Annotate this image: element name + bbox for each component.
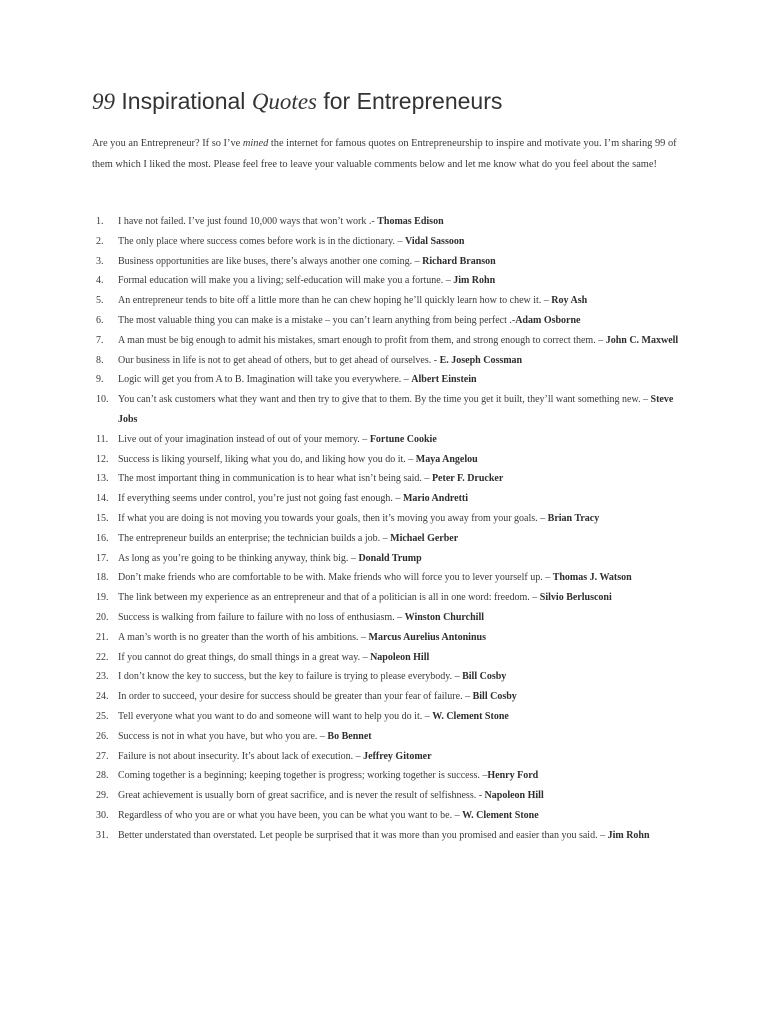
quote-text: Success is not in what you have, but who you are. – (118, 730, 328, 742)
list-number: 16. (96, 532, 109, 544)
quote-author: Mario Andretti (402, 493, 469, 505)
list-item (92, 747, 682, 767)
quote-author: Winston Churchill (404, 611, 485, 623)
list-item (92, 667, 682, 687)
list-item (92, 271, 682, 291)
list-number: 6. (96, 314, 104, 326)
quote-text: Coming together is a beginning; keeping together is progress; working together is success. – (118, 770, 488, 782)
list-number: 11. (96, 433, 109, 445)
list-item (92, 608, 682, 628)
quote-text: As long as you’re going to be thinking anyway, think big. – (118, 552, 359, 564)
quote-text: If what you are doing is not moving you towards your goals, then it’s moving you away from your goals. – (118, 512, 548, 524)
quote-author: Bill Cosby (472, 691, 517, 703)
list-item (92, 489, 682, 509)
quote-text: Our business in life is not to get ahead of others, but to get ahead of ourselves. - (118, 354, 440, 366)
quote-author: Jim Rohn (607, 829, 650, 841)
quote-author: Brian Tracy (547, 512, 600, 524)
list-number: 5. (96, 295, 104, 307)
quote-text: The most important thing in communication is to hear what isn’t being said. – (118, 473, 432, 485)
list-number: 20. (96, 611, 109, 623)
list-item (92, 232, 682, 252)
quote-text: In order to succeed, your desire for success should be greater than your fear of failure. – (118, 691, 473, 703)
list-number: 13. (96, 473, 109, 485)
quote-author: Peter F. Drucker (431, 473, 504, 485)
list-item (92, 529, 682, 549)
list-number: 19. (96, 592, 109, 604)
list-number: 18. (96, 572, 109, 584)
list-number: 2. (96, 235, 104, 247)
list-item (92, 549, 682, 569)
quote-author: Richard Branson (422, 255, 496, 267)
list-item (92, 311, 682, 331)
quote-author: Marcus Aurelius Antoninus (368, 631, 486, 643)
list-item (92, 390, 682, 430)
quote-text: An entrepreneur tends to bite off a little more than he can chew hoping he’ll quickly learn how to chew it. – (118, 295, 552, 307)
list-item (92, 351, 682, 371)
list-number: 10. (96, 394, 109, 406)
list-number: 21. (96, 631, 109, 643)
list-item (92, 648, 682, 668)
quote-text: If everything seems under control, you’re just not going fast enough. – (118, 493, 403, 505)
quote-author: Henry Ford (487, 770, 539, 782)
quote-text: The link between my experience as an entrepreneur and that of a politician is all in one word: freedom. – (118, 592, 540, 604)
title-text-1: Inspirational (115, 88, 252, 114)
list-item (92, 291, 682, 311)
list-number: 15. (96, 512, 109, 524)
list-item (92, 370, 682, 390)
list-number: 14. (96, 493, 109, 505)
quote-text: The entrepreneur builds an enterprise; the technician builds a job. – (118, 532, 391, 544)
list-item (92, 786, 682, 806)
quote-text: Better understated than overstated. Let people be surprised that it was more than you promised and easier than you said. – (118, 829, 608, 841)
list-number: 3. (96, 255, 104, 267)
quote-text: Success is liking yourself, liking what you do, and liking how you do it. – (118, 453, 416, 465)
quote-author: W. Clement Stone (462, 809, 539, 821)
list-item (92, 727, 682, 747)
list-number: 8. (96, 354, 104, 366)
quote-author: Jeffrey Gitomer (363, 750, 432, 762)
list-number: 30. (96, 809, 109, 821)
quote-author: John C. Maxwell (605, 334, 679, 346)
quote-list (92, 212, 682, 846)
quote-text: Business opportunities are like buses, there’s always another one coming. – (118, 255, 423, 267)
list-number: 4. (96, 275, 104, 287)
list-number: 1. (96, 216, 104, 227)
list-number: 25. (96, 710, 109, 722)
list-number: 29. (96, 790, 109, 802)
quote-text: Regardless of who you are or what you have been, you can be what you want to be. – (118, 809, 463, 821)
list-item (92, 687, 682, 707)
intro-text-after: the internet for famous quotes on Entrepreneurship to inspire and motivate you. I’m sharing 99 of them which I liked the most. Please feel free to leave your valuable comments below and let me know what do you feel about the same! (92, 138, 677, 170)
quote-text: Formal education will make you a living; self-education will make you a fortune. – (118, 275, 454, 287)
quote-author: Vidal Sassoon (405, 235, 465, 247)
quote-author: Thomas Edison (377, 216, 444, 227)
list-item (92, 450, 682, 470)
list-item (92, 588, 682, 608)
quote-author: Albert Einstein (411, 374, 477, 386)
quote-text: A man must be big enough to admit his mistakes, smart enough to profit from them, and strong enough to correct them. – (118, 334, 606, 346)
list-number: 22. (96, 651, 109, 663)
list-item (92, 212, 682, 232)
quote-text: Live out of your imagination instead of out of your memory. – (118, 433, 370, 445)
quote-author: Bo Bennet (327, 730, 372, 742)
quote-author: Jim Rohn (453, 275, 496, 287)
title-emphasis: Quotes (251, 89, 317, 114)
list-item (92, 469, 682, 489)
quote-text: I have not failed. I’ve just found 10,000 ways that won’t work .- (118, 216, 378, 227)
quote-text: I don’t know the key to success, but the key to failure is trying to please everybody. – (118, 671, 463, 683)
quote-author: W. Clement Stone (432, 710, 509, 722)
list-number: 31. (96, 829, 109, 841)
list-number: 27. (96, 750, 109, 762)
list-number: 12. (96, 453, 109, 465)
quote-author: Roy Ash (551, 295, 588, 307)
list-item (92, 707, 682, 727)
quote-author: Napoleon Hill (484, 790, 544, 802)
quote-text: The only place where success comes before work is in the dictionary. – (118, 235, 406, 247)
list-item (92, 430, 682, 450)
list-number: 26. (96, 730, 109, 742)
intro-emphasis: mined (242, 138, 269, 150)
list-item (92, 509, 682, 529)
quote-text: Failure is not about insecurity. It’s about lack of execution. – (118, 750, 364, 762)
list-item (92, 331, 682, 351)
quote-author: Michael Gerber (390, 532, 459, 544)
quote-text: The most valuable thing you can make is a mistake – you can’t learn anything from being perfect .- (118, 314, 516, 326)
quote-text: Don’t make friends who are comfortable to be with. Make friends who will force you to lever yourself up. – (118, 572, 553, 584)
title-text-2: for Entrepreneurs (316, 88, 503, 114)
quote-text: If you cannot do great things, do small things in a great way. – (118, 651, 371, 663)
quote-author: Donald Trump (358, 552, 422, 564)
page-title (92, 88, 502, 115)
list-number: 17. (96, 552, 109, 564)
list-item (92, 806, 682, 826)
quote-text: A man’s worth is no greater than the worth of his ambitions. – (118, 631, 369, 643)
quote-text: You can’t ask customers what they want and then try to give that to them. By the time you get it built, they’ll want something new. – (118, 394, 651, 406)
list-number: 9. (96, 374, 104, 386)
list-item (92, 568, 682, 588)
list-number: 23. (96, 671, 109, 683)
quote-text: Tell everyone what you want to do and someone will want to help you do it. – (118, 710, 433, 722)
quote-author: Steve Jobs (118, 394, 674, 425)
quote-author: Thomas J. Watson (552, 572, 632, 584)
intro-text-before: Are you an Entrepreneur? If so I’ve (92, 138, 243, 150)
title-number: 99 (92, 89, 115, 114)
intro-paragraph (92, 134, 684, 175)
list-number: 28. (96, 770, 109, 782)
quote-author: Silvio Berlusconi (539, 592, 612, 604)
quote-text: Great achievement is usually born of great sacrifice, and is never the result of selfishness. - (118, 790, 485, 802)
quote-text: Logic will get you from A to B. Imagination will take you everywhere. – (118, 374, 412, 386)
list-item (92, 766, 682, 786)
quote-author: Maya Angelou (415, 453, 478, 465)
quote-text: Success is walking from failure to failure with no loss of enthusiasm. – (118, 611, 405, 623)
list-number: 24. (96, 691, 109, 703)
quote-author: Adam Osborne (515, 314, 581, 326)
quote-author: Bill Cosby (462, 671, 507, 683)
list-item (92, 628, 682, 648)
quote-author: Napoleon Hill (370, 651, 430, 663)
quote-author: E. Joseph Cossman (439, 354, 523, 366)
list-number: 7. (96, 334, 104, 346)
quote-author: Fortune Cookie (369, 433, 437, 445)
list-item (92, 826, 682, 846)
list-item (92, 252, 682, 272)
